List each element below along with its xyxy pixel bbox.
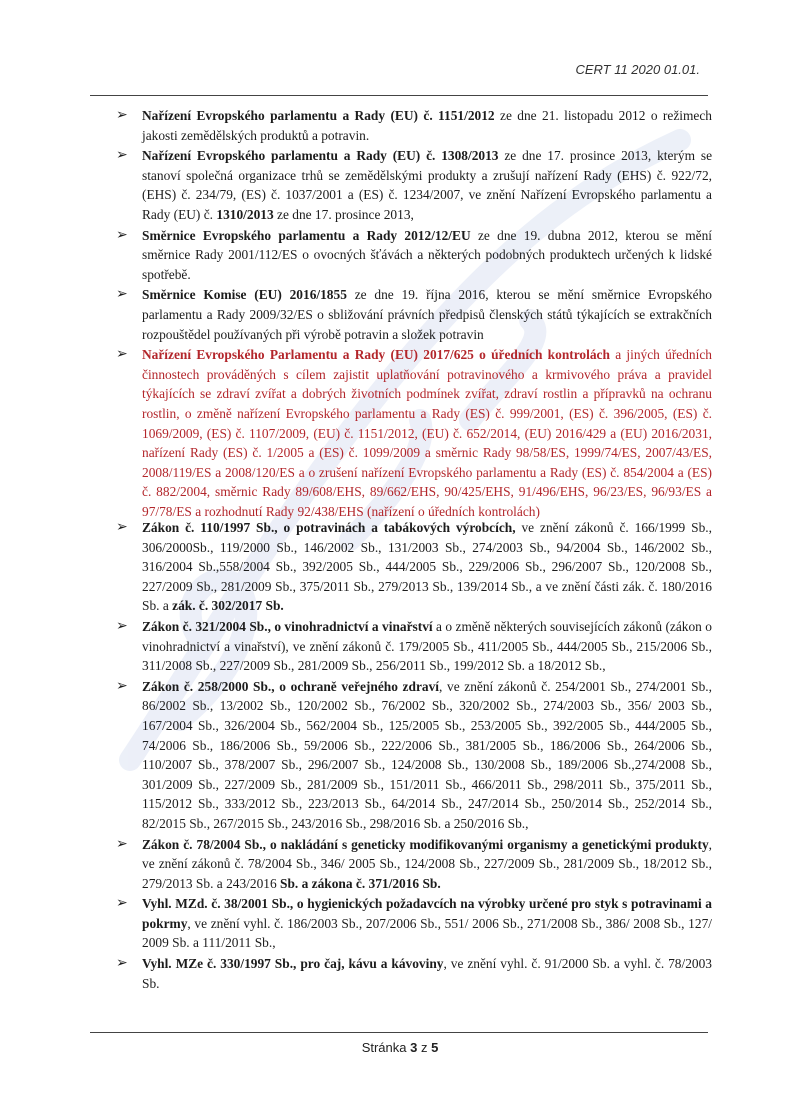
arrow-bullet-icon: ➢: [116, 519, 128, 535]
header-rule: [90, 95, 708, 96]
list-item: ➢ Vyhl. MZd. č. 38/2001 Sb., o hygienických požadavcích na výrobky určené pro styk s potravinami a pokrmy, ve znění vyhl. č. 186/2003 Sb., 207/2006 Sb., 551/ 2006 Sb., 271/2008 Sb., 386/ 2008 Sb., 127/ 2009 Sb. a 111/2011 Sb.,: [116, 895, 712, 951]
list-item: ➢ Nařízení Evropského parlamentu a Rady (EU) č. 1151/2012 ze dne 21. listopadu 2012 o režimech jakosti zemědělských produktů a potravin.: [116, 107, 712, 143]
list-item: ➢ Zákon č. 321/2004 Sb., o vinohradnictví a vinařství a o změně některých souvisejících zákonů (zákon o vinohradnictví a vinařství), ve znění zákonů č. 179/2005 Sb., 411/2005 Sb., 444/2005 Sb., 215/2006 Sb., 311/2008 Sb., 227/2009 Sb., 281/2009 Sb., 256/2011 Sb., 199/2012 Sb. a 18/2012 Sb.,: [116, 617, 712, 674]
arrow-bullet-icon: ➢: [116, 147, 128, 164]
list-item: ➢ Zákon č. 258/2000 Sb., o ochraně veřejného zdraví, ve znění zákonů č. 254/2001 Sb., 274/2001 Sb., 86/2002 Sb., 13/2002 Sb., 120/2002 Sb., 76/2002 Sb., 320/2002 Sb., 274/2003 Sb., 356/ 2003 Sb., 167/2004 Sb., 326/2004 Sb., 562/2004 Sb., 125/2005 Sb., 253/2005 Sb., 392/2005 Sb., 444/2005 Sb., 74/2006 Sb., 186/2006 Sb., 59/2006 Sb., 222/2006 Sb., 381/2005 Sb., 186/2006 Sb., 264/2006 Sb., 110/2007 Sb., 378/2007 Sb., 296/2007 Sb., 124/2008 Sb., 130/2008 Sb., 189/2006 Sb.,274/2008 Sb., 301/2009 Sb., 227/2009 Sb., 281/2009 Sb., 151/2011 Sb., 466/2011 Sb., 298/2011 Sb., 375/2011 Sb., 115/2012 Sb., 333/2012 Sb., 223/2013 Sb., 64/2014 Sb., 247/2014 Sb., 250/2014 Sb., 252/2014 Sb., 82/2015 Sb., 267/2015 Sb., 243/2016 Sb., 298/2016 Sb. a 250/2016 Sb.,: [116, 677, 712, 831]
list-item: ➢ Vyhl. MZe č. 330/1997 Sb., pro čaj, kávu a kávoviny, ve znění vyhl. č. 91/2000 Sb. a vyhl. č. 78/2003 Sb.: [116, 955, 712, 991]
list-item: ➢ Směrnice Evropského parlamentu a Rady 2012/12/EU ze dne 19. dubna 2012, kterou se mění směrnice Rady 2001/112/ES o ovocných šťávách a některých podobných produktech určených k lidské spotřebě.: [116, 226, 712, 282]
arrow-bullet-icon: ➢: [116, 226, 128, 243]
list-item: ➢ Nařízení Evropského parlamentu a Rady (EU) č. 1308/2013 ze dne 17. prosince 2013, kterým se stanoví společná organizace trhů se zemědělskými produkty a zrušují nařízení Rady (EHS) č. 922/72, (EHS) č. 234/79, (ES) č. 1037/2001 a (ES) č. 1234/2007, ve znění Nařízení Evropského parlamentu a Rady (EU) č. 1310/2013 ze dne 17. prosince 2013,: [116, 147, 713, 222]
arrow-bullet-icon: ➢: [116, 677, 128, 694]
page-number: Stránka 3 z 5: [361, 1040, 439, 1055]
footer-rule: [90, 1032, 708, 1033]
arrow-bullet-icon: ➢: [116, 835, 128, 852]
list-item: ➢ Zákon č. 110/1997 Sb., o potravinách a tabákových výrobcích, ve znění zákonů č. 166/1999 Sb., 306/2000Sb., 119/2000 Sb., 146/2002 Sb., 131/2003 Sb., 274/2003 Sb., 94/2004 Sb., 146/2002 Sb., 316/2004 Sb.,558/2004 Sb., 392/2005 Sb., 444/2005 Sb., 229/2006 Sb., 296/2007 Sb., 120/2008 Sb., 227/2009 Sb., 281/2009 Sb., 375/2011 Sb., 279/2013 Sb., 139/2014 Sb., a ve znění části zák. č. 180/2016 Sb. a zák. č. 302/2017 Sb.: [116, 519, 712, 614]
arrow-bullet-icon: ➢: [116, 895, 128, 912]
list-item: ➢ Zákon č. 78/2004 Sb., o nakládání s geneticky modifikovanými organismy a genetickými produkty, ve znění zákonů č. 78/2004 Sb., 346/ 2005 Sb., 124/2008 Sb., 227/2009 Sb., 281/2009 Sb., 18/2012 Sb., 279/2013 Sb. a 243/2016 Sb. a zákona č. 371/2016 Sb.: [116, 835, 712, 891]
certificate-code: CERT 11 2020 01.01.: [575, 62, 700, 77]
arrow-bullet-icon: ➢: [116, 107, 128, 123]
list-item-highlighted: ➢ Nařízení Evropského Parlamentu a Rady (EU) 2017/625 o úředních kontrolách a jiných úředních činnostech prováděných s cílem zajistit uplatňování potravinového a krmivového práva a pravidel týkajících se zdraví zvířat a dobrých životních podmínek zvířat, zdraví rostlin a přípravků na ochranu rostlin, o změně nařízení Evropského parlamentu a Rady (ES) č. 999/2001, (ES) č. 396/2005, (ES) č. 1069/2009, (ES) č. 1107/2009, (EU) č. 1151/2012, (EU) č. 652/2014, (EU) 2016/429 a (EU) 2016/2031, nařízení Rady (ES) č. 1/2005 a (ES) č. 1099/2009 a směrnic Rady 98/58/ES, 1999/74/ES, 2007/43/ES, 2008/119/ES a 2008/120/ES a o zrušení nařízení Evropského parlamentu a Rady (ES) č. 854/2004 a (ES) č. 882/2004, směrnic Rady 89/608/EHS, 89/662/EHS, 90/425/EHS, 91/496/EHS, 96/23/ES, 96/93/ES a 97/78/ES a rozhodnutí Rady 92/438/EHS (nařízení o úředních kontrolách): [116, 346, 712, 519]
arrow-bullet-icon: ➢: [116, 955, 128, 972]
arrow-bullet-icon: ➢: [116, 346, 128, 363]
eu-legislation-list: [116, 106, 712, 522]
arrow-bullet-icon: ➢: [116, 617, 128, 634]
arrow-bullet-icon: ➢: [116, 286, 128, 303]
cz-legislation-list: [116, 518, 712, 994]
list-item: ➢ Směrnice Komise (EU) 2016/1855 ze dne 19. října 2016, kterou se mění směrnice Evropského parlamentu a Rady 2009/32/ES o sbližování právních předpisů členských států týkajících se extrakčních rozpouštědel používaných při výrobě potravin a složek potravin: [116, 286, 712, 342]
